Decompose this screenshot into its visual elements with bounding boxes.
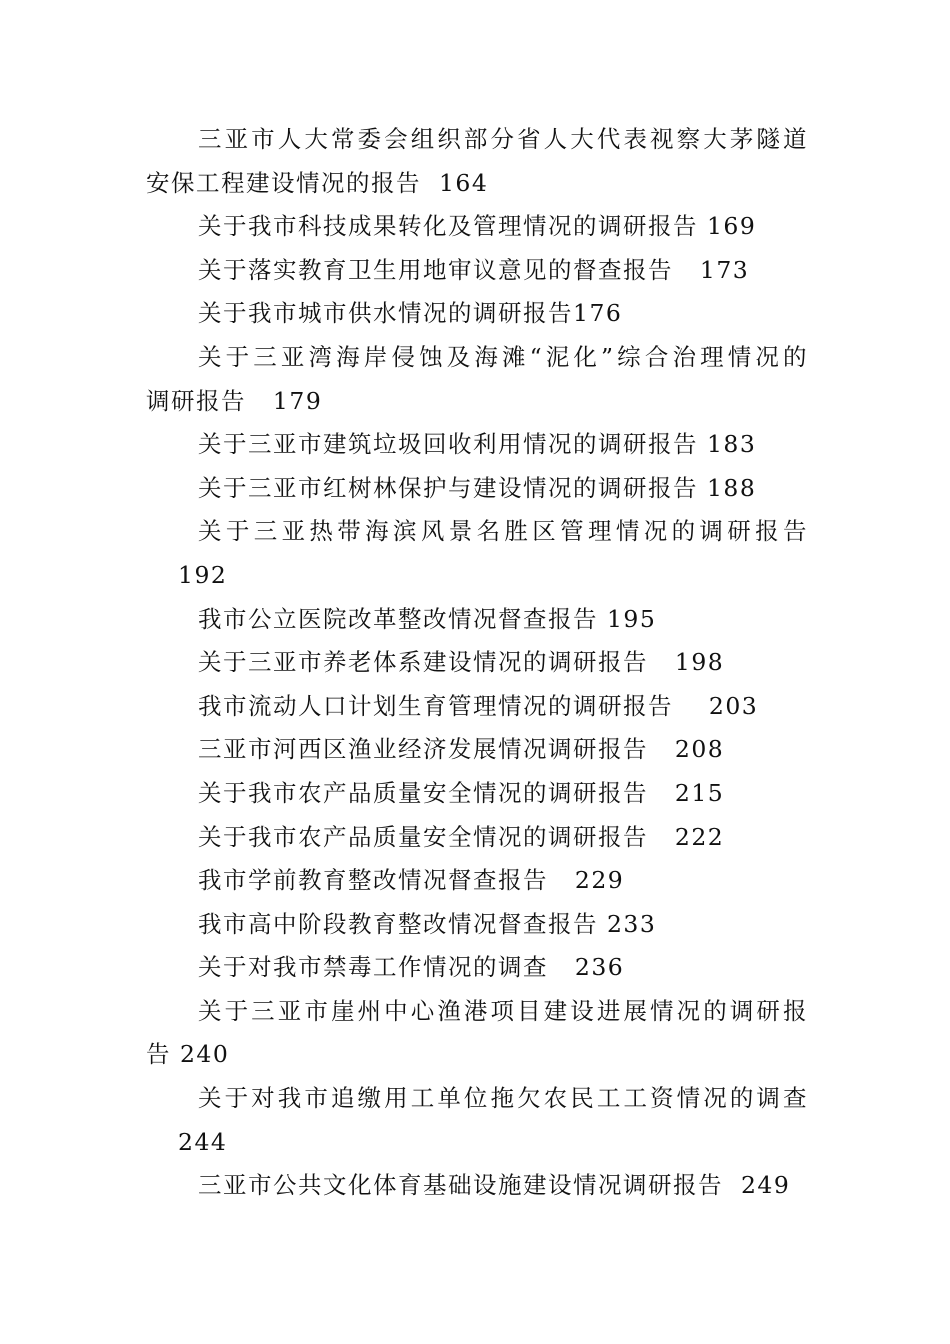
toc-entry <box>146 423 808 467</box>
toc-entry <box>146 510 808 597</box>
toc-entry <box>146 816 808 860</box>
toc-entry <box>146 990 808 1077</box>
toc-entry-continuation: 调研报告 179 <box>146 386 323 415</box>
toc-entry <box>146 728 808 772</box>
toc-entry <box>146 249 808 293</box>
toc-entry <box>146 598 808 642</box>
toc-entry-continuation: 告 240 <box>146 1040 230 1069</box>
toc-entry-line: 关于三亚市红树林保护与建设情况的调研报告 188 <box>198 473 757 502</box>
toc-entry-line: 我市高中阶段教育整改情况督查报告 233 <box>198 909 657 938</box>
toc-entry-continuation: 安保工程建设情况的报告 164 <box>146 168 489 197</box>
toc-entry <box>146 336 808 423</box>
toc-entry <box>146 467 808 511</box>
toc-entry-line: 关于三亚市崖州中心渔港项目建设进展情况的调研报 <box>198 996 808 1025</box>
toc-entry <box>146 859 808 903</box>
toc-entry-line: 三亚市公共文化体育基础设施建设情况调研报告 249 <box>198 1171 791 1200</box>
toc-entry-line: 三亚市人大常委会组织部分省人大代表视察大茅隧道 <box>198 125 808 153</box>
toc-entry-line: 我市公立医院改革整改情况督查报告 195 <box>198 604 657 633</box>
toc-entry <box>146 1077 808 1164</box>
toc-entry <box>146 685 808 729</box>
toc-entry-line: 关于我市农产品质量安全情况的调研报告 215 <box>198 778 725 807</box>
toc-entry <box>146 205 808 249</box>
toc-entry-line: 我市流动人口计划生育管理情况的调研报告 203 <box>198 691 759 720</box>
toc-entry <box>146 292 808 336</box>
toc-entry-line: 三亚市河西区渔业经济发展情况调研报告 208 <box>198 735 725 764</box>
toc-entry <box>146 641 808 685</box>
toc-entry <box>146 903 808 947</box>
table-of-contents <box>146 118 808 1208</box>
toc-entry <box>146 1164 808 1208</box>
toc-entry <box>146 946 808 990</box>
toc-entry-line: 关于三亚热带海滨风景名胜区管理情况的调研报告 <box>198 517 808 546</box>
toc-entry-line: 我市学前教育整改情况督查报告 229 <box>198 866 625 895</box>
toc-entry-continuation: 244 <box>178 1127 228 1156</box>
toc-entry-line: 关于我市科技成果转化及管理情况的调研报告 169 <box>198 212 757 241</box>
toc-entry-line: 关于对我市禁毒工作情况的调查 236 <box>198 953 625 982</box>
toc-entry <box>146 118 808 205</box>
toc-entry-line: 关于落实教育卫生用地审议意见的督查报告 173 <box>198 255 750 284</box>
toc-entry-line: 关于三亚市养老体系建设情况的调研报告 198 <box>198 648 725 677</box>
toc-entry-continuation: 192 <box>178 560 228 589</box>
toc-entry <box>146 772 808 816</box>
toc-entry-line: 关于我市城市供水情况的调研报告176 <box>198 299 623 328</box>
toc-entry-line: 关于三亚市建筑垃圾回收利用情况的调研报告 183 <box>198 430 757 459</box>
toc-entry-line: 关于对我市追缴用工单位拖欠农民工工资情况的调查 <box>198 1084 808 1113</box>
toc-entry-line: 关于我市农产品质量安全情况的调研报告 222 <box>198 822 725 851</box>
toc-entry-line: 关于三亚湾海岸侵蚀及海滩“泥化”综合治理情况的 <box>198 342 808 371</box>
